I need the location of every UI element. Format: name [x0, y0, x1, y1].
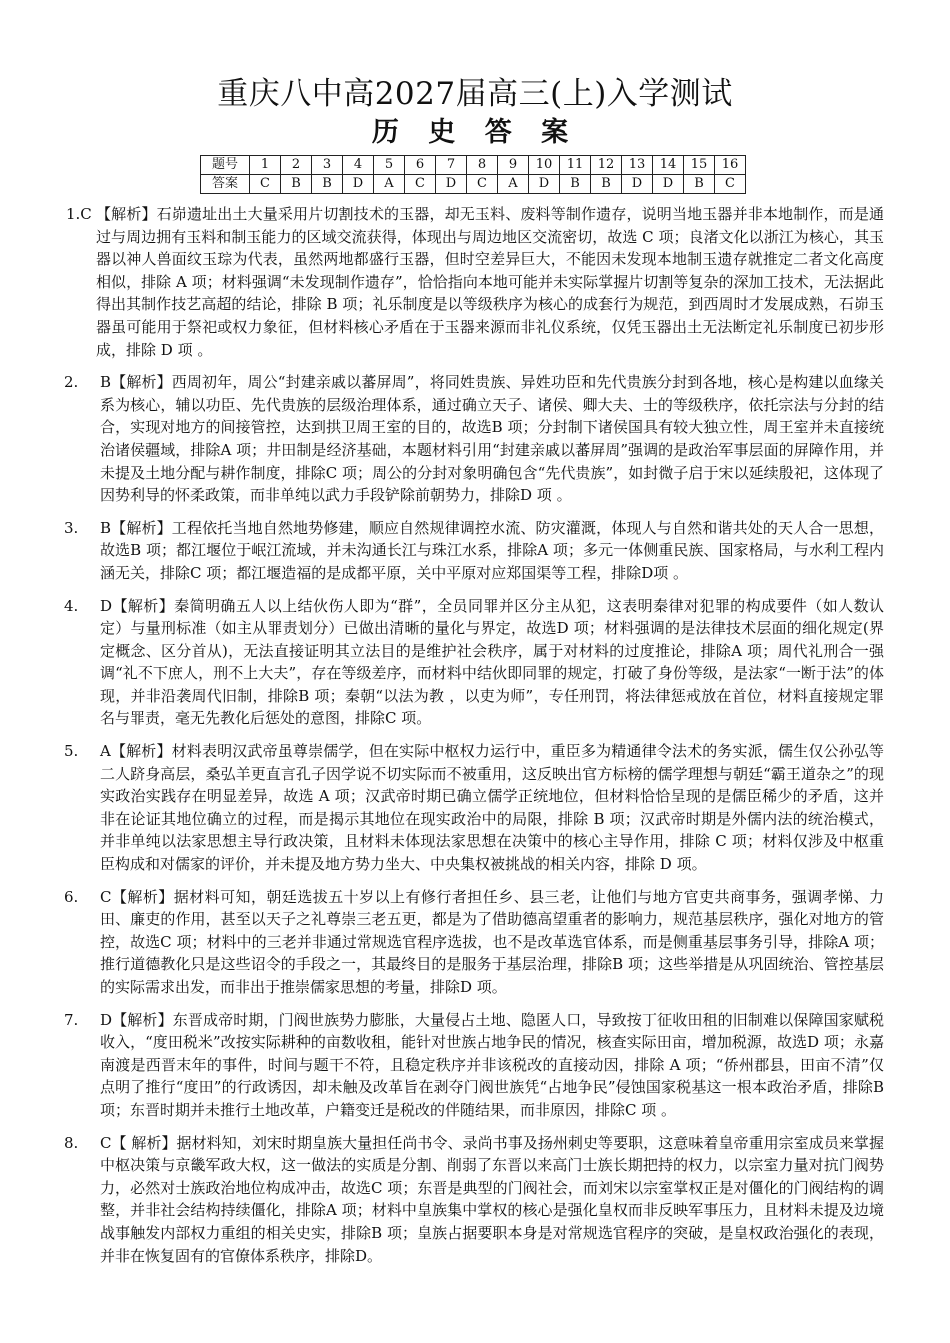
explanation-list [58, 203, 884, 1277]
answer-cell: D [653, 175, 684, 194]
document-title: 重庆八中高2027届高三(上)入学测试 [217, 76, 733, 112]
explanation-item [58, 371, 884, 507]
answer-cell: B [684, 175, 715, 194]
answer-cell: B [560, 175, 591, 194]
answer-cell: C [405, 175, 436, 194]
item-number: 5. [64, 742, 79, 761]
answer-cell: D [343, 175, 374, 194]
question-number-cell: 15 [684, 156, 715, 175]
explanation-item [58, 886, 884, 999]
explanation-item [58, 595, 884, 731]
question-number-cell: 16 [715, 156, 746, 175]
question-number-cell: 10 [529, 156, 560, 175]
item-text: 【解析】石峁遗址出土大量采用片切割技术的玉器，却无玉料、废料等制作遗存，说明当地玉器并非本地制作，而是通过与周边拥有玉料和制玉能力的区域交流获得，体现出与周边地区交流密切，故选 C 项；良渚文化以浙江为核心，其玉器以神人兽面纹玉琮为代表，虽然两地都盛行玉器，但时空差异巨大，不能因未发现本地制玉遗存就推定二者文化高度相似，排除 A 项；材料强调“未发现制作遗存”，恰恰指向本地可能并未实际掌握片切割等复杂的深加工技术，无法据此得出其制作技艺高超的结论，排除 B 项；礼乐制度是以等级秩序为核心的成套行为规范，到西周时才发展成熟，石峁玉器虽可能用于祭祀或权力象征，但材料核心矛盾在于玉器来源而非礼仪系统，仅凭玉器出土无法断定礼乐制度已初步形成，排除 D 项 。 [96, 205, 884, 359]
answer-cell: A [498, 175, 529, 194]
item-text: C【 解析】据材料知，刘宋时期皇族大量担任尚书令、录尚书事及扬州刺史等要职，这意味着皇帝重用宗室成员来掌握中枢决策与京畿军政大权，这一做法的实质是分割、削弱了东晋以来高门士族长期把持的权力，以宗室力量对抗门阀势力，必然对士族政治地位构成冲击，故选C 项；东晋是典型的门阀社会，而刘宋以宗室掌权正是对僵化的门阀结构的调整，并非社会结构持续僵化，排除A 项；材料中皇族集中掌权的核心是强化皇权而非反映军事压力，且材料未提及边境战事触发内部权力重组的相关史实，排除B 项；皇族占据要职本身是对常规选官程序的突破，是皇权政治强化的表现，并非在恢复固有的官僚体系秩序，排除D。 [100, 1133, 884, 1265]
answer-cell: C [467, 175, 498, 194]
question-number-cell: 6 [405, 156, 436, 175]
item-text: B【解析】工程依托当地自然地势修建，顺应自然规律调控水流、防灾灌溉，体现人与自然和谐共处的天人合一思想，故选B 项；都江堰位于岷江流域，并未沟通长江与珠江水系，排除A 项；多元一体侧重民族、国家格局，与水利工程内涵无关，排除C 项；都江堰造福的是成都平原，关中平原对应郑国渠等工程，排除D项 。 [100, 518, 884, 582]
question-number-cell: 3 [312, 156, 343, 175]
row-label-number: 题号 [201, 156, 250, 175]
item-text: A【解析】材料表明汉武帝虽尊崇儒学，但在实际中枢权力运行中，重臣多为精通律令法术的务实派，儒生仅公孙弘等二人跻身高层，桑弘羊更直言孔子因学说不切实际而不被重用，这反映出官方标榜的儒学理想与朝廷“霸王道杂之”的现实政治实践存在明显差异，故选 A 项；汉武帝时期已确立儒学正统地位，但材料恰恰呈现的是儒臣稀少的矛盾，这并非在论证其地位确立的过程，而是揭示其地位在现实政治中的局限，排除 B 项；汉武帝时期是外儒内法的统治模式，并非单纯以法家思想主导行政决策，且材料未体现法家思想在决策中的核心主导作用，排除 C 项；材料仅涉及中枢重臣构成和对儒家的评价，并未提及地方势力坐大、中央集权被挑战的相关内容，排除 D 项。 [100, 742, 884, 874]
answer-cell: C [250, 175, 281, 194]
answer-cell: D [436, 175, 467, 194]
question-number-cell: 4 [343, 156, 374, 175]
explanation-item [58, 1009, 884, 1122]
explanation-item [58, 1132, 884, 1268]
answer-cell: D [529, 175, 560, 194]
answer-row [201, 175, 746, 194]
answer-key-table [200, 155, 746, 194]
question-number-row [201, 156, 746, 175]
question-number-cell: 2 [281, 156, 312, 175]
item-text: D【解析】秦简明确五人以上结伙伤人即为“群”，全员同罪并区分主从犯，这表明秦律对犯罪的构成要件（如人数认定）与量刑标准（如主从罪责划分）已做出清晰的量化与界定，故选D 项；材料强调的是法律技术层面的细化规定(界定概念、区分首从)，无法直接证明其立法目的是维护社会秩序，属于对材料的过度推论，排除A 项；周代礼刑合一强调“礼不下庶人，刑不上大夫”，存在等级差序，而材料中结伙即同罪的规定，打破了身份等级，是法家“一断于法”的体现，并非沿袭周代旧制，排除B 项；秦朝“以法为教 ，以吏为师”，专任刑罚，将法律惩戒放在首位，材料直接规定罪名与罪责，毫无先教化后惩处的意图，排除C 项。 [100, 596, 884, 728]
item-number: 7. [64, 1010, 79, 1029]
item-text: D【解析】东晋成帝时期，门阀世族势力膨胀，大量侵占土地、隐匿人口，导致按丁征收田租的旧制难以保障国家赋税收入，“度田税米”改按实际耕种的亩数收租，能针对世族占地争民的情况，核查实际田亩，增加税源，故选D 项；永嘉南渡是西晋末年的事件，时间与题干不符，且稳定秩序并非该税改的直接动因，排除 A 项；“侨州郡县，田亩不清”仅点明了推行“度田”的行政诱因，却未触及改革旨在剥夺门阀世族凭“占地争民”侵蚀国家税基这一根本政治矛盾，排除B 项；东晋时期并未推行土地改革，户籍变迁是税改的伴随结果，而非原因，排除C 项 。 [100, 1010, 884, 1119]
answer-cell: B [281, 175, 312, 194]
item-number: 2. [64, 373, 79, 392]
question-number-cell: 8 [467, 156, 498, 175]
item-number: 8. [64, 1133, 79, 1152]
explanation-item [58, 740, 884, 876]
question-number-cell: 12 [591, 156, 622, 175]
item-text: C【解析】据材料可知，朝廷选拔五十岁以上有修行者担任乡、县三老，让他们与地方官吏共商事务，强调孝悌、力田、廉吏的作用，甚至以天子之礼尊崇三老五更，都是为了借助德高望重者的影响力，规范基层秩序，强化对地方的管控，故选C 项；材料中的三老并非通过常规选官程序选拔，也不是改革选官体系，而是侧重基层事务引导，排除A 项；推行道德教化只是这些诏令的手段之一，其最终目的是服务于基层治理，排除B 项；这些举措是从巩固统治、管控基层的实际需求出发，而非出于推崇儒家思想的考量，排除D 项。 [100, 887, 884, 996]
item-text: B【解析】西周初年，周公“封建亲戚以蕃屏周”，将同姓贵族、异姓功臣和先代贵族分封到各地，核心是构建以血缘关系为核心，辅以功臣、先代贵族的层级治理体系，通过确立天子、诸侯、卿大夫、士的等级秩序，依托宗法与分封的结合，实现对地方的间接管控，达到拱卫周王室的目的，故选B 项；分封制下诸侯国具有较大独立性，周王室并未直接统治诸侯疆域，排除A 项；井田制是经济基础，本题材料引用“封建亲戚以蕃屏周”强调的是政治军事层面的屏障作用，并未提及土地分配与耕作制度，排除C 项；周公的分封对象明确包含“先代贵族”，如封微子启于宋以延续殷祀，这体现了因势利导的怀柔政策，而非单纯以武力手段铲除前朝势力，排除D 项 。 [100, 373, 884, 505]
explanation-item [58, 203, 884, 361]
explanation-item [58, 517, 884, 585]
question-number-cell: 14 [653, 156, 684, 175]
question-number-cell: 7 [436, 156, 467, 175]
answer-cell: B [591, 175, 622, 194]
answer-cell: A [374, 175, 405, 194]
answer-cell: C [715, 175, 746, 194]
question-number-cell: 11 [560, 156, 591, 175]
item-number: 6. [64, 887, 79, 906]
answer-cell: B [312, 175, 343, 194]
item-number: 3. [64, 518, 79, 537]
item-number: 4. [64, 596, 79, 615]
question-number-cell: 1 [250, 156, 281, 175]
question-number-cell: 5 [374, 156, 405, 175]
question-number-cell: 9 [498, 156, 529, 175]
document-subtitle: 历 史 答 案 [371, 117, 579, 148]
question-number-cell: 13 [622, 156, 653, 175]
item-number: 1.C [66, 205, 92, 223]
row-label-answer: 答案 [201, 175, 250, 194]
answer-cell: D [622, 175, 653, 194]
